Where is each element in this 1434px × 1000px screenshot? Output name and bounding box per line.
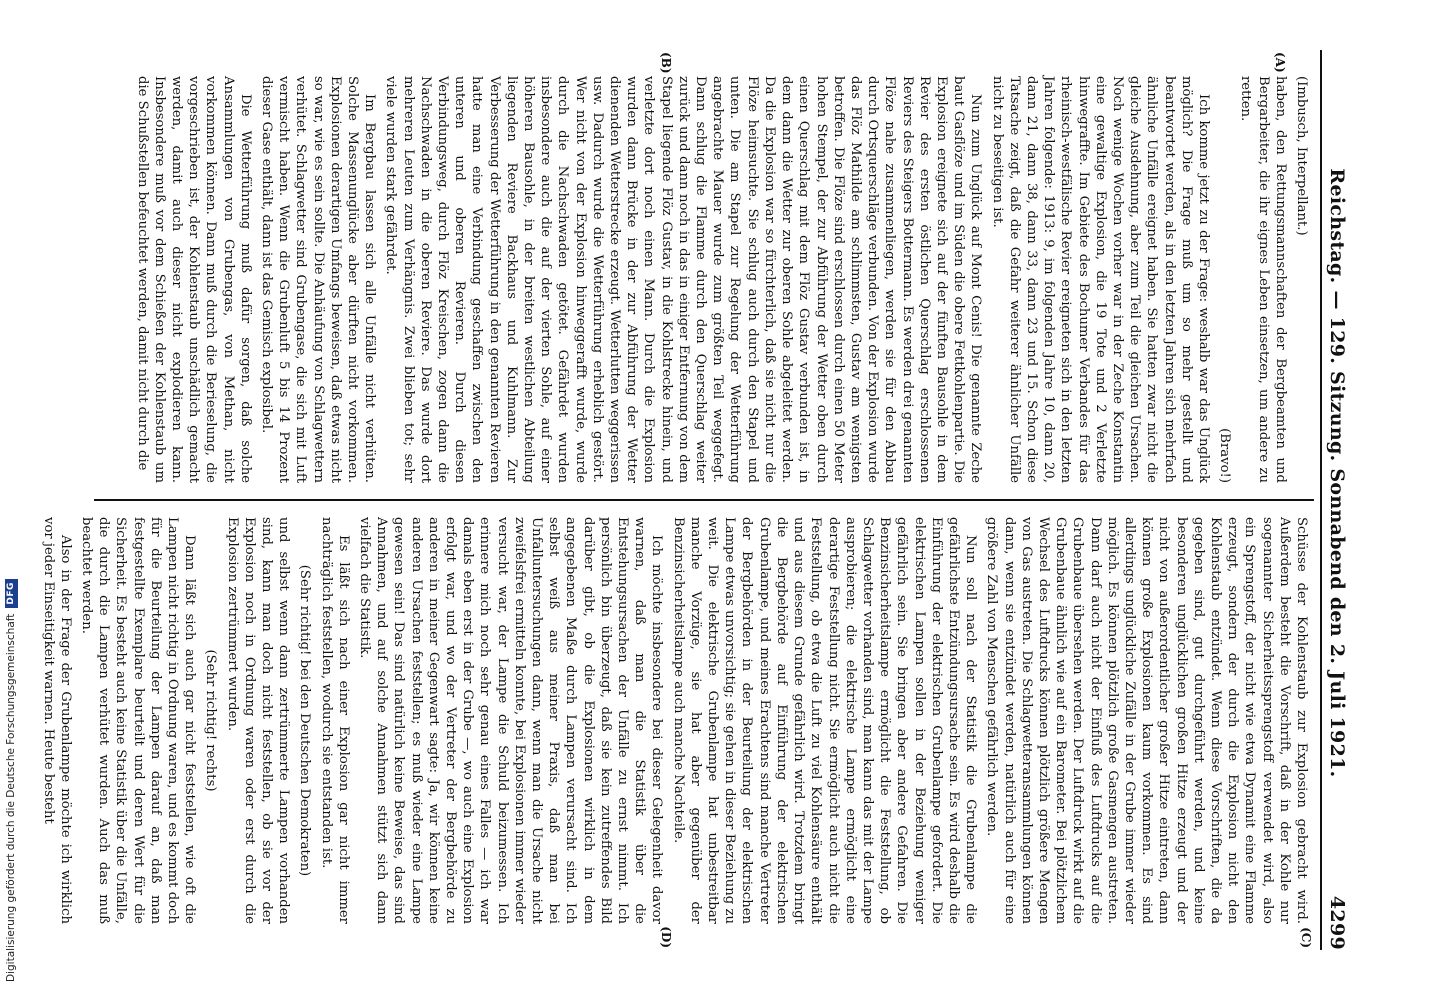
paragraph: Es läßt sich nach einer Explosion gar nicht immer nachträglich feststellen, wodurch sie entstanden ist. bbox=[318, 517, 351, 924]
paragraph: Nun zum Unglück auf Mont Cenis! Die genannte Zeche baut Gasflöze und im Süden die obere Fettkohlenpartie. Die Explosion ereignete sich auf der fünften Bausohle in dem Revier des ersten östlichen Querschlag erschlossenen Reviers des Steigers Bottermann. Es werden drei genannten Flöze nahe zusammenliegen, werden sie für den Abbau durch Ortsquerschläge verbunden. Von der Explosion wurde das Flöz Mathilde am schlimmsten, Gustav am wenigsten betroffen. Die Flöze sind erschlossen durch einen 50 Meter hohen Stempel, der zur Abführung der Wetter oben durch einen Querschlag mit dem Flöz Gustav verbunden ist, in dem dann die Wetter zur oberen Sohle abgeleitet werden. Da die Explosion war so fürchterlich, daß sie nicht nur die Flöze heimsuchte. Sie schlug auch durch den Stapel und unten. Die am Stapel zur Regelung der Wetterführung angebrachte Mauer wurde zum größten Teil weggefegt. Dann schlug die Flamme durch den Querschlag weiter zurück und dann noch in das in einiger Entfernung von dem Stapel liegende Flöz Gustav, in die Kohlstrecke hinein, und verletzte dort noch einen Mann. Durch die Explosion wurden dann Brücke in der zur Abführung der Wetter dienenden Wetterstrecke erzeugt. Wetterlutten weggerissen usw. Dadurch wurde die Wetterführung erheblich gestört. Wer nicht von der Explosion hinweggerafft wurde, wurde durch die Nachschwaden getötet. Gefährdet wurden insbesondere auch die auf der vierten Sohle, auf einer höheren Bausohle, in der breiten westlichen Abteilung liegenden Reviere Backhaus und Kuhlmann. Zur Verbesserung der Wetterführung in den genannten Revieren hatte man eine Verbindung geschaffen zwischen den unteren und oberen Revieren. Durch diesen Verbindungsweg, durch Flöz Kreischen, zogen dann die Nachschwaden in die oberen Reviere. Das wurde dort mehreren Leuten zum Verhängnis. Zwei blieben tot; sehr viele wurden stark gefährdet. bbox=[383, 76, 984, 483]
left-column bbox=[94, 50, 1314, 501]
margin-marker-c: (C) bbox=[1299, 927, 1313, 948]
page-number: 4299 bbox=[1326, 895, 1348, 950]
paragraph: Ich möchte insbesondere bei dieser Gelegenheit davor warnen, daß man die Statistik über die Entstehungsursachen der Unfälle zu ernst nimmt. Ich persönlich bin überzeugt, daß sie kein zutreffendes Bild darüber gibt, ob die Explosionen wirklich in dem angegebenen Maße durch Lampen verursacht sind. Ich selbst weiß aus meiner Praxis, daß man bei Unfalluntersuchungen dann, wenn man die Ursache nicht zweifelsfrei ermitteln konnte, bei Explosionen immer wieder versucht war, der Lampe die Schuld beizumessen. Ich erinnere mich noch sehr genau eines Falles — ich war damals eben erst in der Grube —, wo auch eine Explosion erfolgt war, und wo der Vertreter der Bergbehörde zu anderen in meiner Gegenwart sagte: Ja, wir können keine anderen Ursachen feststellen; es muß wieder eine Lampe gewesen sein! Das sind natürlich keine Beweise, das sind Annahmen, und auf solche Annahmen stützt sich dann vielfach die Statistik. bbox=[357, 517, 665, 924]
dfg-logo: DFG bbox=[5, 579, 18, 608]
speaker-note: (Imbusch, Interpellant.) bbox=[1294, 76, 1309, 236]
paragraph: Nun soll nach der Statistik die Grubenlampe die gefährlichste Entzündungsursache sein. Es wird deshalb die Einführung der elektrischen Grubenlampe gefordert. Die elektrischen Lampen sollen in der Beziehung weniger gefährlich sein. Sie bringen aber andere Gefahren. Die Benzinsicherheitslampe ermöglicht die Feststellung, ob Schlagwetter vorhanden sind, man kann das mit der Lampe ausprobieren; die elektrische Lampe ermöglicht eine derartige Feststellung nicht. Sie ermöglicht auch nicht die Feststellung, ob etwa die Luft zu viel Kohlensäure enthält und aus diesem Grunde gefährlich wird. Trotzdem bringt die Bergbehörde auf Einführung der elektrischen Grubenlampe, und meines Erachtens sind manche Vertreter der Bergbehörden in der Beurteilung der elektrischen Lampe etwas unvorsichtig; sie gehen in dieser Beziehung zu weit. Die elektrische Grubenlampe hat unbestreitbar manche Vorzüge, sie hat aber gegenüber der Benzinsicherheitslampe auch manche Nachteile. bbox=[670, 517, 979, 924]
funding-text: Digitalisierung gefördert durch die Deutsche Forschungsgemeinschaft bbox=[5, 613, 17, 982]
paragraph: Im Bergbau lassen sich alle Unfälle nicht verhüten. Solche Massenunglücke aber dürften nicht vorkommen. Explosionen derartigen Umfangs beweisen, daß etwas nicht so war, wie es sein sollte. Die Anhäufung von Schlagwettern verhütet. Schlagwetter sind Grubengase, die sich mit Luft vermischt haben. Wenn die Grubenluft 5 bis 14 Prozent dieser Gase enthält, dann ist das Gemisch explosibel. bbox=[259, 76, 378, 483]
interjection: (Sehr richtig! bei den Deutschen Demokraten) bbox=[297, 564, 313, 877]
paragraph: haben, den Rettungsmannschaften der Bergbeamten und Bergarbeiter, die ihr eignes Leben einsetzen, um andere zu retten. bbox=[1238, 76, 1288, 483]
paragraph: Also in der Frage der Grubenlampe möchte ich wirklich vor jeder Einseitigkeit warnen. Heute besteht bbox=[40, 517, 73, 924]
page-header bbox=[1320, 50, 1348, 950]
margin-marker-b: (B) bbox=[659, 52, 673, 74]
text-columns bbox=[40, 50, 1314, 950]
paragraph: Die Wetterführung muß dafür sorgen, daß solche Ansammlungen von Grubengas, von Methan, nicht vorkommen können. Dann muß durch die Berieselung, die vorgeschrieben ist, der Kohlenstaub unschädlich gemacht werden, damit auch dieser nicht explodieren kann. Insbesondere muß vor dem Schießen der Kohlenstaub um die Schußstellen befeuchtet werden, damit nicht durch die bbox=[134, 76, 253, 483]
interjection: (Sehr richtig! rechts) bbox=[203, 649, 219, 792]
header-title: Reichstag. — 129. Sitzung. Sonnabend den 2. Juli 1921. bbox=[1326, 168, 1348, 778]
margin-marker-d: (D) bbox=[659, 926, 673, 948]
funding-note bbox=[2, 0, 20, 1000]
paragraph: Schüsse der Kohlenstaub zur Explosion gebracht wird. Außerdem besteht die Vorschrift, daß in der Kohle nur sogenannter Sicherheitssprengstoff verwendet wird, also ein Sprengstoff, der nicht wie etwa Dynamit eine Flamme erzeugt, sondern der durch die Explosion nicht den Kohlenstaub entzündet. Wenn diese Vorschriften, die da gegeben sind, gut durchgeführt werden, und keine besonderen unglücklichen großen Hitze erzeugt und der nicht von außerordentlicher großer Hitze eintreten, dann können große Explosionen kaum vorkommen. Es sind allerdings unglückliche Zufälle in der Grube immer wieder möglich. Es können plötzlich große Gasmengen austreten. Dann darf auch nicht der Einfluß des Luftdrucks auf die Grubenbaue übersehen werden. Der Luftdruck wirkt auf die Grubenbaue ähnlich wie auf ein Barometer. Bei plötzlichem Wechsel des Luftdrucks können plötzlich größere Mengen von Gas austreten. Die Schlagwetteransammlungen können dann, wenn sie entzündet werden, natürlich auch für eine größere Zahl von Menschen gefährlich werden. bbox=[984, 517, 1309, 924]
paragraph: Ich komme jetzt zu der Frage: weshalb war das Unglück möglich? Die Frage muß um so mehr gestellt und beantwortet werden, als in den letzten Jahren sich mehrfach ähnliche Unfälle ereignet haben. Sie hatten zwar nicht die gleiche Ausdehnung, aber zum Teil die gleichen Ursachen. Noch wenige Wochen vorher war in der Zeche Konstantin eine gewaltige Explosion, die 19 Tote und 2 Verletzte hinwegraffte. Im Gebiete des Bochumer Verbandes für das rheinisch-westfälische Revier ereigneten sich in den letzten Jahren folgende: 1913: 9, im folgenden Jahre 10, dann 20, dann 21, dann 38, dann 33, dann 23 und 15. Schon diese Tatsache zeigt, daß die Gefahr weiterer ähnlicher Unfälle nicht zu beseitigen ist. bbox=[989, 76, 1211, 483]
paragraph: und selbst wenn dann zertrümmerte Lampen vorhanden sind, kann man doch nicht feststellen, ob sie vor der Explosion noch in Ordnung waren oder erst durch die Explosion zertrümmert wurden. bbox=[224, 517, 292, 924]
funding-footer bbox=[0, 0, 18, 1000]
right-column bbox=[40, 501, 1314, 950]
margin-marker-a: (A) bbox=[1273, 52, 1287, 73]
document-page bbox=[40, 30, 1362, 970]
paragraph: Dann läßt sich auch gar nicht feststellen, wie oft die Lampen nicht richtig in Ordnung waren, und es kommt doch für die Beurteilung der Lampen darauf an, daß man festgestellte Exemplare beurteilt und deren Wert für die Sicherheit. Es besteht auch keine Statistik über die Unfälle, die durch die Lampen verhütet wurden. Auch das muß beachtet werden. bbox=[78, 517, 198, 924]
interjection: (Bravo!) bbox=[1217, 428, 1233, 483]
